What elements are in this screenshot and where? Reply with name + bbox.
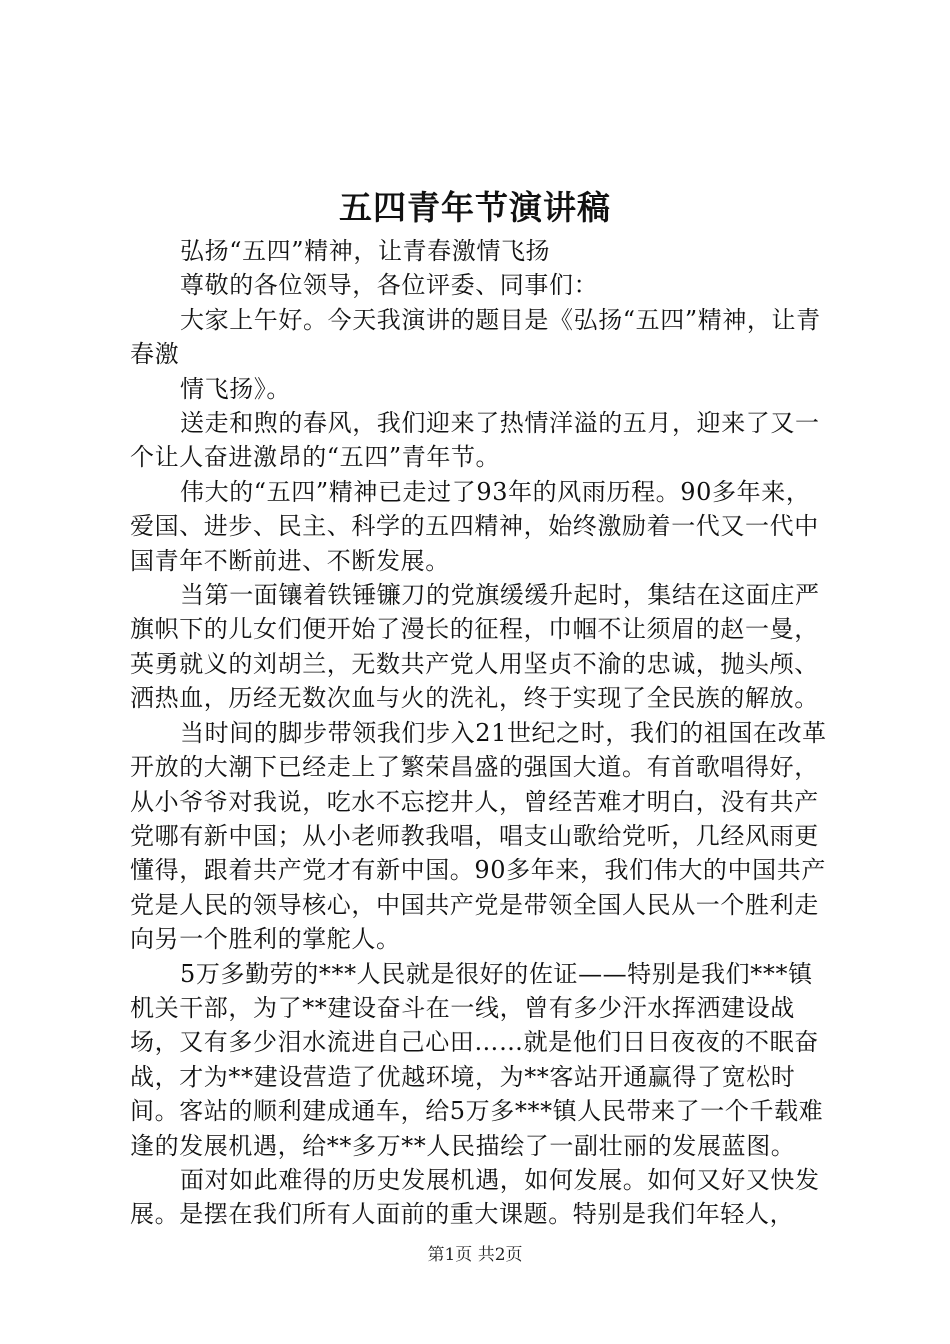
paragraph: 当时间的脚步带领我们步入21世纪之时，我们的祖国在改革开放的大潮下已经走上了繁荣昌盛的强国大道。有首歌唱得好，从小爷爷对我说，吃水不忘挖井人，曾经苦难才明白，没有共产党哪有新中国；从小老师教我唱，唱支山歌给党听，几经风雨更懂得，跟着共产党才有新中国。90多年来，我们伟大的中国共产党是人民的领导核心，中国共产党是带领全国人民从一个胜利走向另一个胜利的掌舵人。 [130, 718, 827, 954]
paragraph: 送走和煦的春风，我们迎来了热情洋溢的五月，迎来了又一个让人奋进激昂的“五四”青年节。 [130, 409, 820, 472]
document-body [130, 234, 830, 1232]
paragraph-greeting: 大家上午好。今天我演讲的题目是《弘扬“五四”精神，让青春激 [130, 305, 821, 369]
paragraph: 5万多勤劳的***人民就是很好的佐证——特别是我们***镇机关干部，为了**建设奋斗在一线，曾有多少汗水挥洒建设战场，又有多少泪水流进自己心田……就是他们日日夜夜的不眠奋战，才为**建设营造了优越环境，为**客站开通赢得了宽松时间。客站的顺利建成通车，给5万多***镇人民带来了一个千载难逢的发展机遇，给**多万**人民描绘了一副壮丽的发展蓝图。 [130, 959, 824, 1160]
document-title: 五四青年节演讲稿 [339, 188, 611, 227]
paragraph: 伟大的“五四”精神已走过了93年的风雨历程。90多年来，爱国、进步、民主、科学的五四精神，始终激励着一代又一代中国青年不断前进、不断发展。 [130, 477, 819, 575]
paragraph-subtitle: 弘扬“五四”精神，让青春激情飞扬 [180, 237, 551, 265]
paragraph-greeting-cont: 情飞扬》。 [180, 374, 291, 403]
paragraph-salutation: 尊敬的各位领导，各位评委、同事们： [180, 271, 599, 300]
page-number-footer: 第1页 共2页 [427, 1245, 523, 1265]
paragraph: 当第一面镶着铁锤镰刀的党旗缓缓升起时，集结在这面庄严旗帜下的儿女们便开始了漫长的征程，巾帼不让须眉的赵一曼，英勇就义的刘胡兰，无数共产党人用坚贞不渝的忠诚，抛头颅、洒热血，历经无数次血与火的洗礼，终于实现了全民族的解放。 [130, 581, 820, 713]
paragraph: 面对如此难得的历史发展机遇，如何发展。如何又好又快发展。是摆在我们所有人面前的重大课题。特别是我们年轻人， [130, 1165, 820, 1229]
